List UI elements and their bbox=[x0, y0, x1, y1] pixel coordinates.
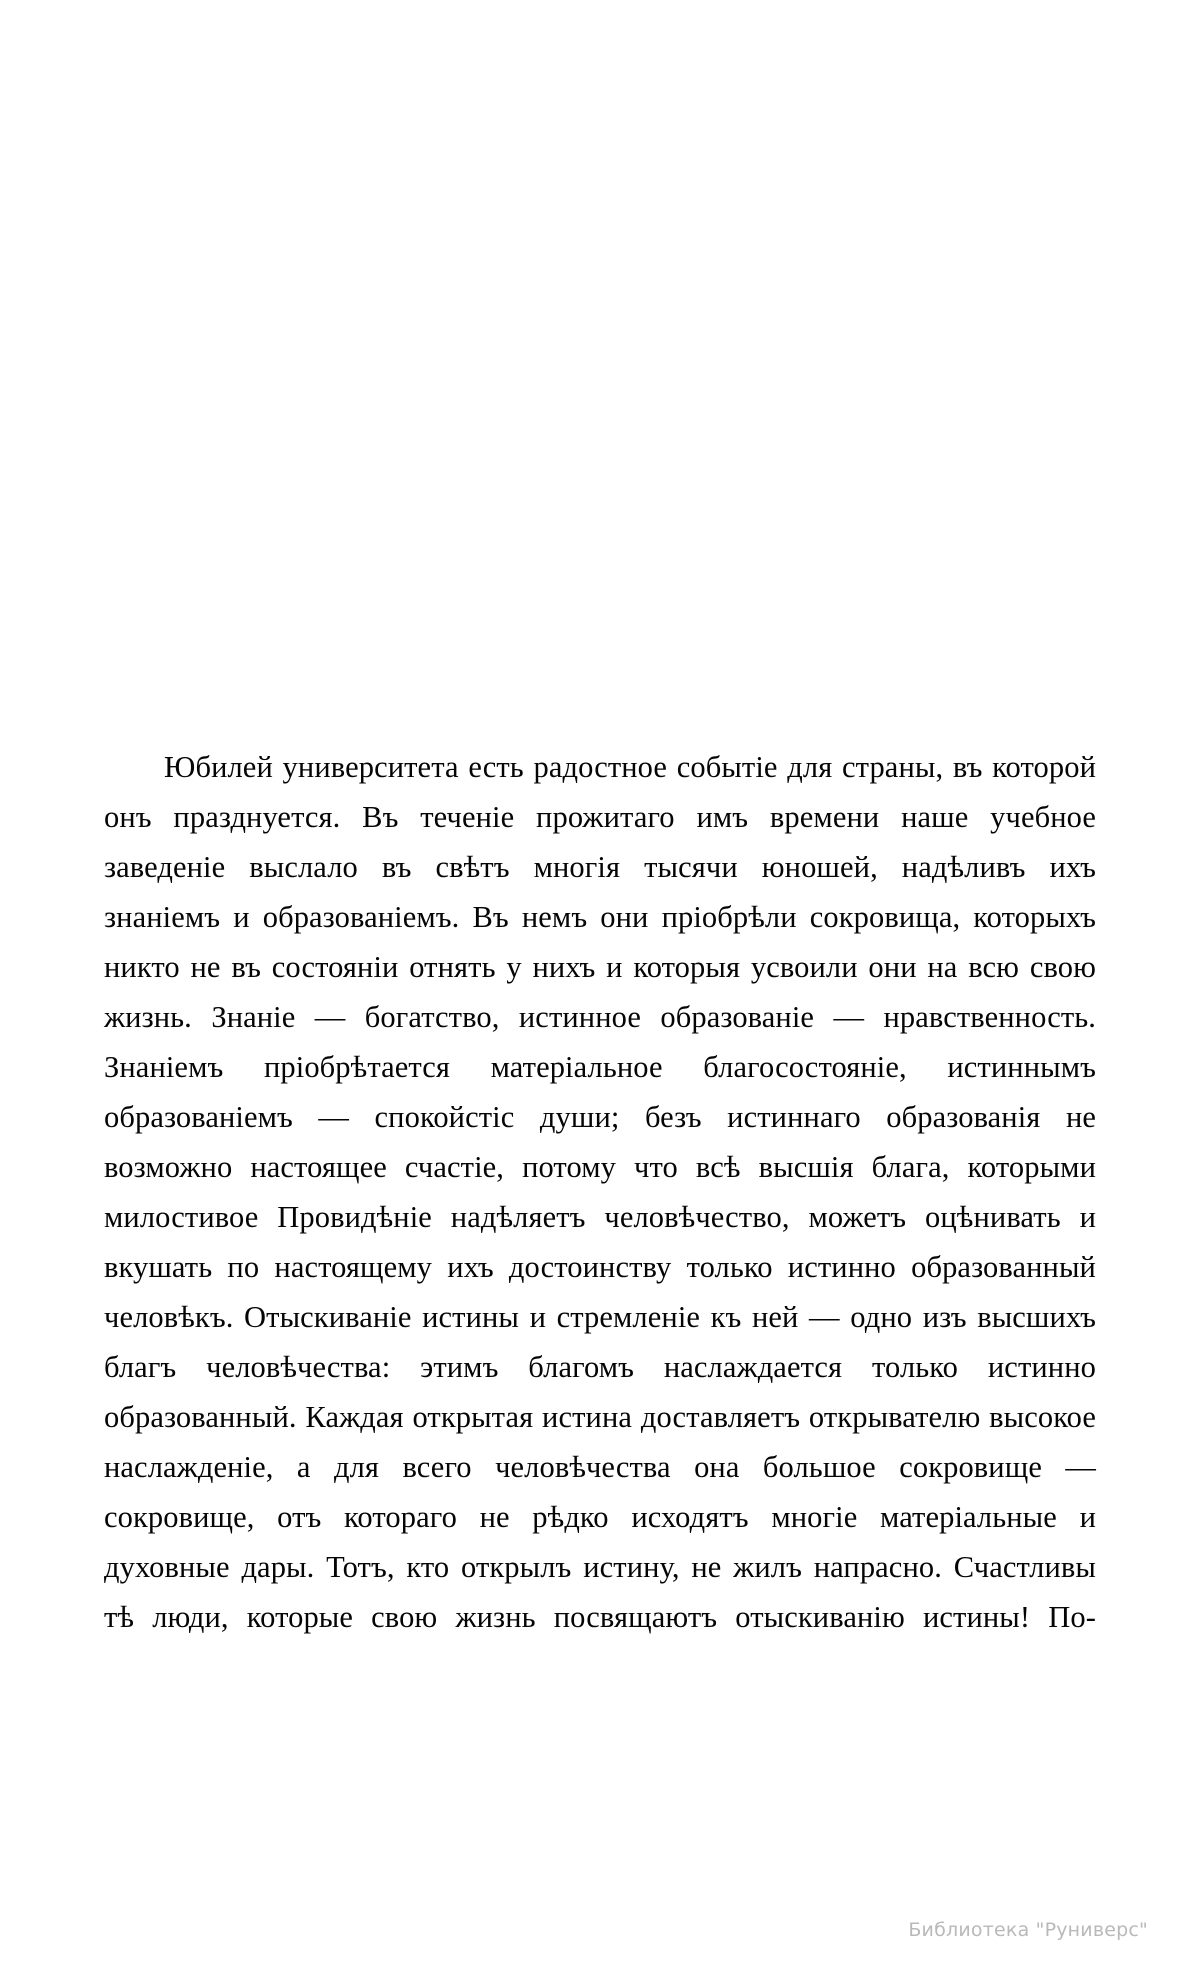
page-text-block bbox=[104, 742, 1096, 1642]
body-paragraph: Юбилей университета есть радостное событіе для страны, въ которой онъ празднуется. Въ теченіе прожитаго имъ времени наше учебное заведеніе выслало въ свѣтъ многія тысячи юношей, надѣливъ ихъ знаніемъ и образованіемъ. Въ немъ они пріобрѣли сокровища, которыхъ никто не въ состояніи отнять у нихъ и которыя усвоили они на всю свою жизнь. Знаніе — богатство, истинное образованіе — нравственность. Знаніемъ пріобрѣтается матеріальное благосостояніе, истиннымъ образованіемъ — спокойстіс души; безъ истиннаго образованія не возможно настоящее счастіе, потому что всѣ высшія блага, которыми милостивое Провидѣніе надѣляетъ человѣчество, можетъ оцѣнивать и вкушать по настоящему ихъ достоинству только истинно образованный человѣкъ. Отыскиваніе истины и стремленіе къ ней — одно изъ высшихъ благъ человѣчества: этимъ благомъ наслаждается только истинно образованный. Каждая открытая истина доставляетъ открывателю высокое наслажденіе, а для всего человѣчества она большое сокровище — сокровище, отъ котораго не рѣдко исходятъ многіе матеріальные и духовные дары. Тотъ, кто открылъ истину, не жилъ напрасно. Счастливы тѣ люди, которые свою жизнь посвящаютъ отыскиванію истины! По- bbox=[104, 750, 1096, 1634]
library-watermark: Библиотека "Руниверс" bbox=[908, 1919, 1148, 1941]
